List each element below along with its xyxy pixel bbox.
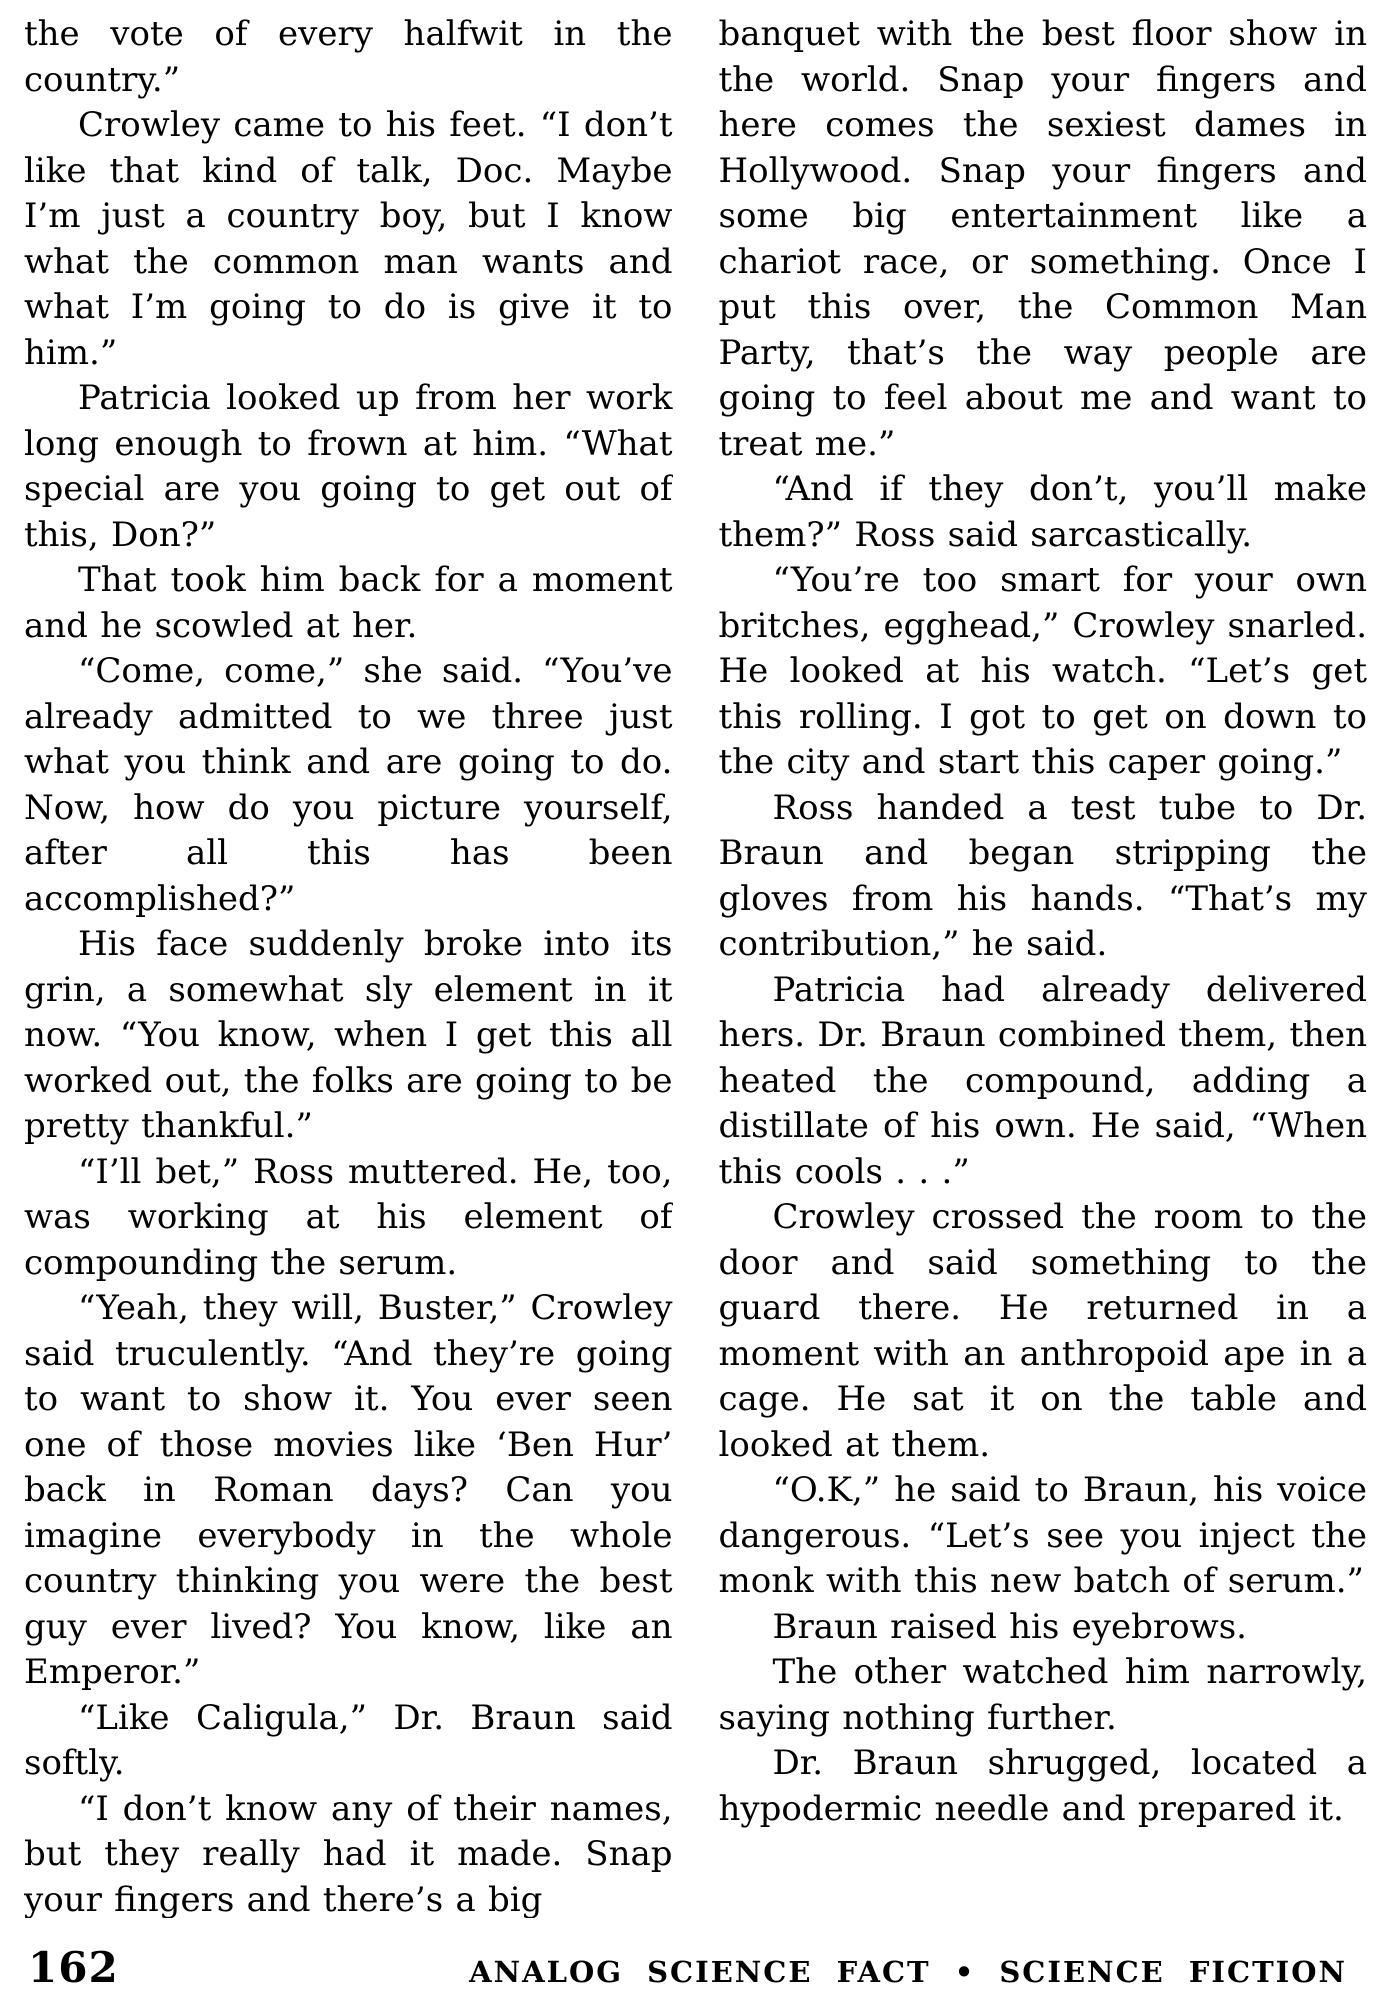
paragraph: “Like Caligula,” Dr. Braun said softly. — [24, 1697, 673, 1783]
paragraph: That took him back for a moment and he scowled at her. — [24, 560, 673, 646]
right-column — [719, 12, 1368, 1918]
paragraph: banquet with the best floor show in the world. Snap your fingers and here comes the sexiest dames in Hollywood. Snap your fingers and some big entertainment like a chariot race, or something. Once I put this over, the Common Man Party, that’s the way people are going to feel about me and want to treat me.” — [718, 14, 1367, 464]
paragraph: Patricia looked up from her work long enough to frown at him. “What special are you going to get out of this, Don?” — [24, 378, 673, 555]
paragraph: Crowley crossed the room to the door and said something to the guard there. He returned in a moment with an anthropoid ape in a cage. He sat it on the table and looked at them. — [718, 1197, 1367, 1465]
paragraph: “O.K,” he said to Braun, his voice dangerous. “Let’s see you inject the monk with this new batch of serum.” — [718, 1470, 1367, 1601]
paragraph: “I’ll bet,” Ross muttered. He, too, was working at his element of compounding the serum. — [24, 1151, 673, 1283]
running-title: ANALOG SCIENCE FACT • SCIENCE FICTION — [469, 1955, 1347, 1989]
paragraph: Ross handed a test tube to Dr. Braun and began stripping the gloves from his hands. “That’s my contribution,” he said. — [718, 787, 1367, 964]
paragraph: “Come, come,” she said. “You’ve already admitted to we three just what you think and are going to do. Now, how do you picture yourself, after all this has been accomplished?” — [24, 651, 673, 919]
paragraph: “You’re too smart for your own britches, egghead,” Crowley snarled. He looked at his watch. “Let’s get this rolling. I got to get on down to the city and start this caper going.” — [718, 560, 1367, 782]
page-footer — [28, 1943, 1347, 1992]
paragraph: “I don’t know any of their names, but they really had it made. Snap your fingers and there’s a big — [24, 1788, 673, 1918]
left-column — [24, 12, 673, 1918]
paragraph: The other watched him narrowly, saying nothing further. — [718, 1652, 1367, 1738]
paragraph: Patricia had already delivered hers. Dr. Braun combined them, then heated the compound, adding a distillate of his own. He said, “When this cools . . .” — [718, 969, 1367, 1192]
paragraph: His face suddenly broke into its grin, a somewhat sly element in it now. “You know, when I get this all worked out, the folks are going to be pretty thankful.” — [24, 924, 673, 1146]
paragraph: Braun raised his eyebrows. — [772, 1606, 1247, 1647]
text-columns — [24, 12, 1367, 1918]
paragraph: “And if they don’t, you’ll make them?” Ross said sarcastically. — [718, 469, 1367, 555]
paragraph: Crowley came to his feet. “I don’t like that kind of talk, Doc. Maybe I’m just a country boy, but I know what the common man wants and what I’m going to do is give it to him.” — [24, 105, 673, 373]
paragraph: the vote of every halfwit in the country.” — [24, 14, 673, 100]
paragraph: Dr. Braun shrugged, located a hypodermic needle and prepared it. — [718, 1743, 1367, 1829]
page-number: 162 — [28, 1943, 119, 1992]
paragraph: “Yeah, they will, Buster,” Crowley said truculently. “And they’re going to want to show it. You ever seen one of those movies like ‘Ben Hur’ back in Roman days? Can you imagine everybody in the whole country thinking you were the best guy ever lived? You know, like an Emperor.” — [24, 1288, 673, 1692]
